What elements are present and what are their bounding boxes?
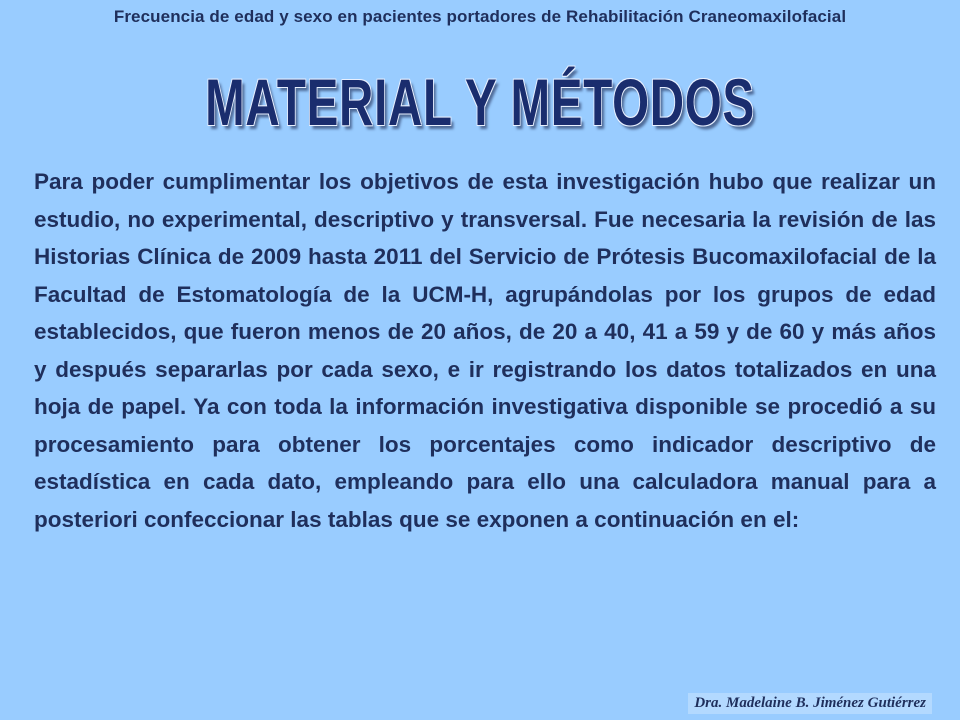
- slide-body-text: Para poder cumplimentar los objetivos de esta investigación hubo que realizar un estudio, no experimental, descriptivo y transversal. Fue necesaria la revisión de las Historias Clínica de 2009 hasta 2011 del Servicio de Prótesis Bucomaxilofacial de la Facultad de Estomatología de la UCM-H, agrupándolas por los grupos de edad establecidos, que fueron menos de 20 años, de 20 a 40, 41 a 59 y de 60 y más años y después separarlas por cada sexo, e ir registrando los datos totalizados en una hoja de papel. Ya con toda la información investigativa disponible se procedió a su procesamiento para obtener los porcentajes como indicador descriptivo de estadística en cada dato, empleando para ello una calculadora manual para a posteriori confeccionar las tablas que se exponen a continuación en el:: [34, 169, 936, 532]
- author-credit: Dra. Madelaine B. Jiménez Gutiérrez: [688, 693, 932, 714]
- slide-heading: MATERIAL Y MÉTODOS: [134, 62, 825, 142]
- presentation-title: Frecuencia de edad y sexo en pacientes portadores de Rehabilitación Craneomaxilofacial: [113, 7, 847, 26]
